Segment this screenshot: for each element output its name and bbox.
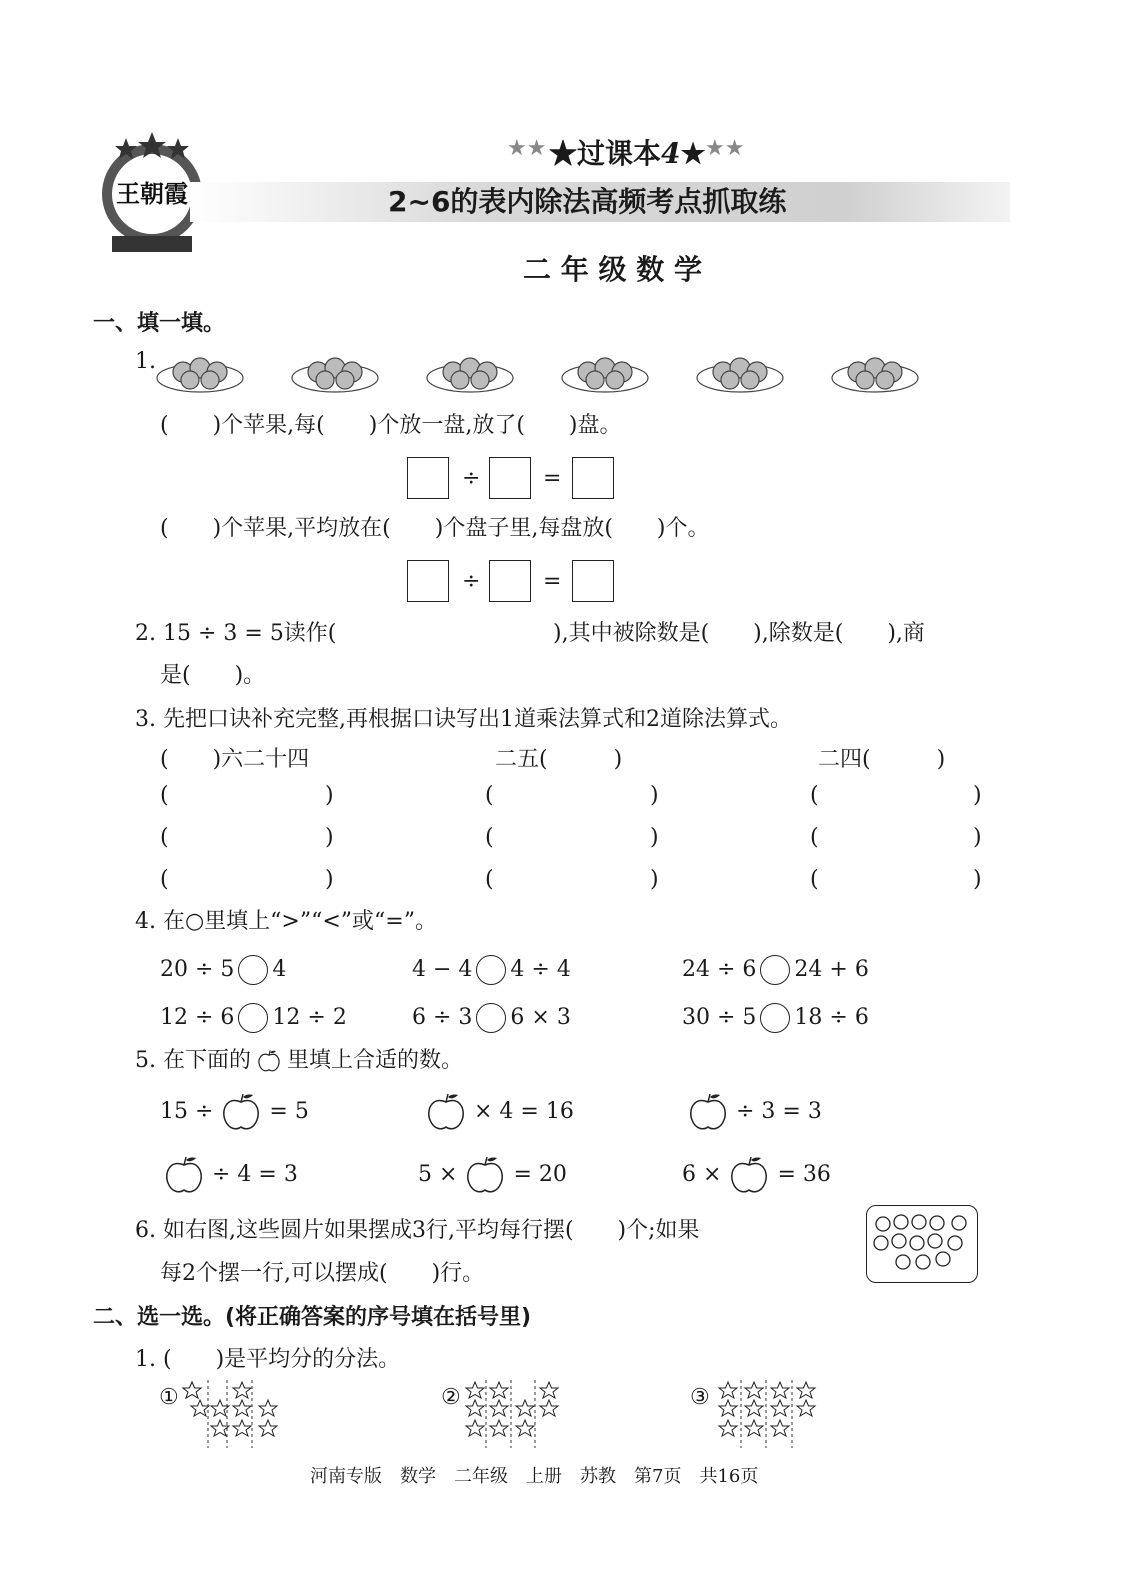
q3-rhyme: 二五( ) — [495, 747, 623, 772]
answer-box[interactable] — [572, 560, 614, 602]
eq-sign: = — [543, 569, 562, 594]
q4-text: 4. 在○里填上“>”“<”或“=”。 — [135, 909, 437, 934]
paren-open: ( — [485, 825, 494, 850]
apple-answer-icon[interactable] — [684, 1092, 732, 1132]
compare-circle[interactable] — [476, 955, 506, 985]
paren-close: ) — [650, 867, 659, 892]
answer-box[interactable] — [489, 560, 531, 602]
q4-right: 18 ÷ 6 — [794, 1005, 869, 1030]
q4-right: 6 × 3 — [510, 1005, 571, 1030]
q5-text-a: 5. 在下面的 — [135, 1048, 251, 1073]
div-sign: ÷ — [462, 569, 481, 594]
q3-text: 3. 先把口诀补充完整,再根据口诀写出1道乘法算式和2道除法算式。 — [135, 707, 792, 732]
page-title: 2~6的表内除法高频考点抓取练 — [388, 185, 787, 218]
q3-rhyme: ( )六二十四 — [160, 747, 310, 772]
q6-line2: 每2个摆一行,可以摆成( )行。 — [160, 1261, 485, 1286]
q6-line1: 6. 如右图,这些圆片如果摆成3行,平均每行摆( )个;如果 — [135, 1218, 700, 1243]
q5-right: ÷ 3 = 3 — [736, 1099, 822, 1124]
section2-heading: 二、选一选。(将正确答案的序号填在括号里) — [93, 1305, 532, 1330]
section2-q1: 1. ( )是平均分的分法。 — [135, 1347, 401, 1372]
q2-line1-b: ),其中被除数是( ),除数是( ),商 — [553, 621, 925, 646]
stars-option-2 — [465, 1380, 615, 1450]
svg-text:王朝霞: 王朝霞 — [116, 179, 188, 208]
compare-circle[interactable] — [238, 1003, 268, 1033]
compare-circle[interactable] — [760, 955, 790, 985]
apple-answer-icon[interactable] — [160, 1155, 208, 1195]
q5-right: = 20 — [513, 1162, 567, 1187]
series-number: 4 — [661, 137, 681, 170]
paren-open: ( — [160, 825, 169, 850]
apple-answer-icon[interactable] — [725, 1155, 773, 1195]
q4-right: 24 + 6 — [794, 957, 869, 982]
answer-box[interactable] — [407, 560, 449, 602]
series-label: 过课本 — [577, 137, 662, 170]
apple-answer-icon[interactable] — [422, 1092, 470, 1132]
option-label[interactable]: ③ — [690, 1385, 710, 1410]
stars-option-3 — [718, 1380, 868, 1450]
eq-sign: = — [543, 466, 562, 491]
stars-option-1 — [182, 1380, 332, 1450]
option-label[interactable]: ① — [159, 1385, 179, 1410]
disks-figure — [866, 1205, 978, 1283]
paren-close: ) — [325, 867, 334, 892]
q5-text-b: 里填上合适的数。 — [286, 1048, 463, 1073]
q2-line1-a: 2. 15 ÷ 3 = 5读作( — [135, 621, 337, 646]
compare-circle[interactable] — [760, 1003, 790, 1033]
apple-answer-icon[interactable] — [217, 1092, 265, 1132]
q1-line1: ( )个苹果,每( )个放一盘,放了( )盘。 — [160, 413, 622, 438]
q5-left: 15 ÷ — [160, 1099, 214, 1124]
q2-line2: 是( )。 — [160, 663, 266, 688]
q5-left: 6 × — [682, 1162, 722, 1187]
q4-left: 24 ÷ 6 — [682, 957, 757, 982]
apple-plates-illustration — [155, 350, 935, 400]
paren-open: ( — [810, 825, 819, 850]
option-label[interactable]: ② — [441, 1385, 461, 1410]
q5-left: 5 × — [418, 1162, 458, 1187]
q4-right: 12 ÷ 2 — [272, 1005, 347, 1030]
paren-close: ) — [650, 825, 659, 850]
q5-right: = 5 — [269, 1099, 309, 1124]
q3-rhyme: 二四( ) — [818, 747, 946, 772]
q4-left: 30 ÷ 5 — [682, 1005, 757, 1030]
paren-close: ) — [973, 783, 982, 808]
div-sign: ÷ — [462, 466, 481, 491]
q1-number: 1. — [135, 349, 156, 374]
answer-box[interactable] — [572, 457, 614, 499]
paren-close: ) — [325, 825, 334, 850]
paren-open: ( — [160, 783, 169, 808]
paren-open: ( — [810, 867, 819, 892]
q5-right: ÷ 4 = 3 — [212, 1162, 298, 1187]
apple-icon — [255, 1047, 283, 1075]
subject-title: 二 年 级 数 学 — [523, 253, 702, 286]
q1-line2: ( )个苹果,平均放在( )个盘子里,每盘放( )个。 — [160, 516, 710, 541]
paren-close: ) — [973, 867, 982, 892]
paren-open: ( — [485, 783, 494, 808]
compare-circle[interactable] — [476, 1003, 506, 1033]
section1-heading: 一、填一填。 — [93, 311, 226, 336]
paren-open: ( — [810, 783, 819, 808]
q4-left: 4 − 4 — [412, 957, 473, 982]
q4-left: 12 ÷ 6 — [160, 1005, 235, 1030]
q4-left: 6 ÷ 3 — [412, 1005, 473, 1030]
paren-close: ) — [325, 783, 334, 808]
answer-box[interactable] — [489, 457, 531, 499]
paren-close: ) — [650, 783, 659, 808]
q4-left: 20 ÷ 5 — [160, 957, 235, 982]
compare-circle[interactable] — [238, 955, 268, 985]
paren-open: ( — [160, 867, 169, 892]
q5-right: × 4 = 16 — [474, 1099, 574, 1124]
paren-open: ( — [485, 867, 494, 892]
answer-box[interactable] — [407, 457, 449, 499]
q4-right: 4 — [272, 957, 287, 982]
page-footer: 河南专版 数学 二年级 上册 苏教 第7页 共16页 — [310, 1466, 759, 1487]
paren-close: ) — [973, 825, 982, 850]
apple-answer-icon[interactable] — [461, 1155, 509, 1195]
q4-right: 4 ÷ 4 — [510, 957, 571, 982]
q5-right: = 36 — [777, 1162, 831, 1187]
